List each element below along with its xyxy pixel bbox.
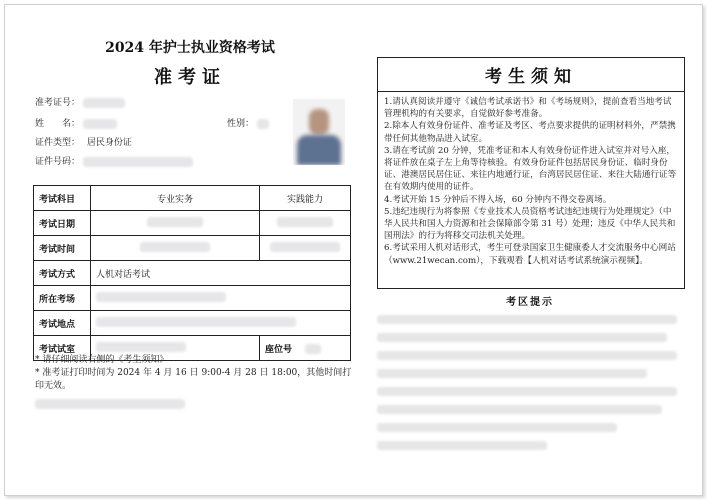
cert-number-redacted <box>83 157 193 167</box>
cert-number-row <box>35 154 193 167</box>
date-1-redacted <box>147 217 203 227</box>
ticket-title: 准考证 <box>154 67 226 88</box>
time-2-redacted <box>270 242 340 252</box>
subject-label: 考试科目 <box>34 186 91 211</box>
location-redacted <box>96 317 296 327</box>
hint-line-redacted <box>377 387 677 396</box>
date-2-redacted <box>277 217 333 227</box>
notice-item: 1.请认真阅读并遵守《诚信考试承诺书》和《考场规则》，提前查看当地考试管理机构的有关要求，自觉做好参考准备。 <box>384 97 672 120</box>
subject-1: 专业实务 <box>91 186 260 211</box>
table-row <box>34 211 351 236</box>
candidate-name-label: 姓 名： <box>35 119 81 129</box>
date-label: 考试日期 <box>34 211 91 236</box>
notice-item: 6.考试采用人机对话形式，考生可登录国家卫生健康委人才交流服务中心网站（www.21wecan.com），下载观看【人机对话考试系统演示视频】。 <box>384 243 676 266</box>
notice-item: 3.请在考试前 20 分钟，凭准考证和本人有效身份证件进入试室并对号入座，将证件放在桌子左上角等待核验。有效身份证件包括居民身份证、临时身份证、港澳居民居住证、来往内地通行证，台湾居民居住证、来往大陆通行证等在有效期内使用的证件。 <box>384 145 677 193</box>
document-title: 2024 年护士执业资格考试 <box>105 40 275 56</box>
note-read-notice: * 请仔细阅读右侧的《考生须知》 <box>35 355 169 365</box>
candidate-id-label: 准考证号： <box>35 98 81 108</box>
notice-item: 5.违纪违规行为将参照《专业技术人员资格考试违纪违规行为处理规定》（中华人民共和国人力资源和社会保障部令第 31 号）处理；违反《中华人民共和国刑法》的行为将移交司法机关处理。 <box>384 206 676 242</box>
cert-number-label: 证件号码： <box>35 157 81 167</box>
location-label: 考试地点 <box>34 311 91 336</box>
notice-item: 2.除本人有效身份证件、准考证及考区、考点要求提供的证明材料外，严禁携带任何其他物品进入试室。 <box>384 121 676 144</box>
candidate-photo <box>293 99 345 165</box>
hint-line-redacted <box>377 333 667 342</box>
mode-label: 考试方式 <box>34 261 91 286</box>
time-label: 考试时间 <box>34 236 91 261</box>
hint-line-redacted <box>377 369 647 378</box>
notice-body <box>378 92 684 267</box>
site-redacted <box>96 292 226 302</box>
room-redacted <box>96 342 186 352</box>
candidate-notice-box <box>377 57 685 289</box>
exam-area-hint-body <box>377 315 683 450</box>
table-row <box>34 236 351 261</box>
room-label: 考试试室 <box>34 336 91 361</box>
candidate-gender-label: 性别： <box>227 119 255 129</box>
notice-title: 考生须知 <box>485 67 577 87</box>
hint-line-redacted <box>377 351 677 360</box>
hint-line-redacted <box>377 423 617 432</box>
hint-line-redacted <box>377 405 662 414</box>
table-row <box>34 261 351 286</box>
table-row <box>34 186 351 211</box>
hint-line-redacted <box>377 441 547 450</box>
exam-info-table <box>33 185 351 361</box>
site-label: 所在考场 <box>34 286 91 311</box>
candidate-name-redacted <box>83 119 117 129</box>
table-row <box>34 311 351 336</box>
seat-label: 座位号 <box>265 344 293 355</box>
time-1-redacted <box>140 242 210 252</box>
candidate-gender-row <box>227 116 269 129</box>
candidate-name-row <box>35 116 117 129</box>
note-print-period: * 准考证打印时间为 2024 年 4 月 16 日 9:00-4 月 28 日 18:00，其他时间打印无效。 <box>35 368 352 391</box>
ticket-notes <box>35 354 357 414</box>
subject-2: 实践能力 <box>260 186 351 211</box>
cert-type-value: 居民身份证 <box>86 138 132 148</box>
cert-type-label: 证件类型： <box>35 138 81 148</box>
seat-redacted <box>305 344 321 354</box>
candidate-gender-redacted <box>257 119 269 129</box>
exam-area-hint-title: 考区提示 <box>506 297 554 308</box>
candidate-id-redacted <box>83 98 125 108</box>
notice-item: 4.考试开始 15 分钟后不得入场，60 分钟内不得交卷离场。 <box>384 194 612 205</box>
candidate-id-row <box>35 95 125 108</box>
admission-ticket <box>4 4 703 496</box>
cert-type-row <box>35 135 132 148</box>
note-redacted <box>35 399 185 409</box>
hint-line-redacted <box>377 315 677 324</box>
table-row <box>34 286 351 311</box>
mode-value: 人机对话考试 <box>91 261 351 286</box>
